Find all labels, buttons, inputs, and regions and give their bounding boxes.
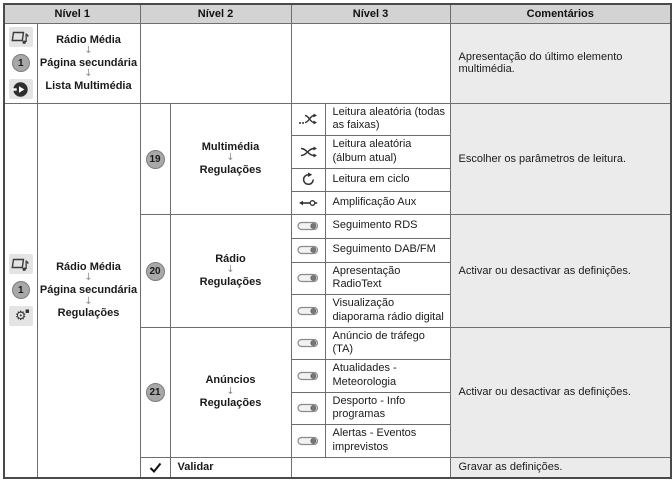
media-list-icon (9, 79, 33, 99)
comment-cell: Gravar as definições. (450, 457, 671, 478)
level1-icon-cell (4, 103, 37, 478)
toggle-icon (291, 214, 325, 238)
toggle-icon (291, 295, 325, 328)
step-label: Regulações (199, 163, 262, 176)
toggle-icon (291, 392, 325, 425)
level2-path-cell (170, 327, 291, 457)
step-label: Regulações (199, 275, 262, 288)
level1-icon-cell (4, 23, 37, 103)
shuffle-all-tracks-icon (291, 103, 325, 136)
step-20-badge: 20 (146, 262, 165, 281)
aux-input-icon (291, 191, 325, 214)
group-badge-cell (140, 327, 170, 457)
group-badge-cell (140, 103, 170, 214)
toggle-icon (291, 238, 325, 262)
comment-cell: Activar ou desactivar as definições. (450, 214, 671, 327)
step-label: Rádio (215, 252, 246, 265)
header-nivel-1: Nível 1 (4, 4, 140, 23)
step-label: Regulações (57, 307, 120, 320)
level2-path-cell (170, 103, 291, 214)
page-1-badge: 1 (12, 281, 30, 299)
nivel3-label: Anúncio de tráfego (TA) (325, 327, 450, 360)
level1-path-cell (37, 23, 140, 103)
header-row (4, 4, 671, 23)
header-nivel-2: Nível 2 (140, 4, 291, 23)
arrow-down-icon: ↓ (226, 385, 235, 397)
settings-gear-icon (9, 306, 33, 326)
toggle-icon (291, 425, 325, 458)
nivel3-label: Leitura aleatória (todas as faixas) (325, 103, 450, 136)
menu-structure-table (3, 3, 672, 479)
arrow-down-icon: ↓ (84, 295, 93, 307)
step-19-badge: 19 (146, 150, 165, 169)
nivel3-label: Atualidades - Meteorologia (325, 360, 450, 393)
nivel3-label: Seguimento RDS (325, 214, 450, 238)
level2-path-cell (170, 214, 291, 327)
step-21-badge: 21 (146, 383, 165, 402)
row-lista-multimedia (4, 23, 671, 103)
step-label: Página secundária (39, 56, 138, 69)
header-comentarios: Comentários (450, 4, 671, 23)
nivel3-empty-cell (291, 457, 450, 478)
group-badge-cell (140, 214, 170, 327)
shuffle-icon (291, 136, 325, 169)
arrow-down-icon: ↓ (226, 152, 235, 164)
radio-media-icon (9, 27, 33, 47)
nivel2-empty-cell (140, 23, 291, 103)
header-nivel-3: Nível 3 (291, 4, 450, 23)
step-label: Rádio Média (56, 33, 121, 46)
step-label: Multimédia (201, 140, 260, 153)
level1-path-cell (37, 103, 140, 478)
comment-cell: Escolher os parâmetros de leitura. (450, 103, 671, 214)
arrow-down-icon: ↓ (84, 68, 93, 80)
step-label: Rádio Média (56, 260, 121, 273)
radio-media-icon (9, 254, 33, 274)
nivel3-empty-cell (291, 23, 450, 103)
comment-cell: Activar ou desactivar as definições. (450, 327, 671, 457)
toggle-icon (291, 327, 325, 360)
nivel3-label: Alertas - Eventos imprevistos (325, 425, 450, 458)
repeat-loop-icon (291, 168, 325, 191)
validar-label: Validar (170, 457, 291, 478)
gear-square: ▪ (25, 307, 30, 316)
nivel3-label: Leitura aleatória (álbum atual) (325, 136, 450, 169)
nivel3-label: Seguimento DAB/FM (325, 238, 450, 262)
nivel3-label: Apresentação RadioText (325, 262, 450, 295)
step-label: Lista Multimédia (45, 79, 132, 92)
comment-cell: Apresentação do último elemento multimédia. (450, 23, 671, 103)
step-label: Regulações (199, 397, 262, 410)
toggle-icon (291, 262, 325, 295)
nivel3-label: Leitura em ciclo (325, 168, 450, 191)
gear-glyph: ⚙ (14, 308, 27, 324)
arrow-down-icon: ↓ (226, 264, 235, 276)
arrow-down-icon: ↓ (84, 45, 93, 57)
step-label: Página secundária (39, 283, 138, 296)
page-1-badge: 1 (12, 54, 30, 72)
nivel3-label: Visualização diaporama rádio digital (325, 295, 450, 328)
nivel3-label: Amplificação Aux (325, 191, 450, 214)
row-multimedia-1 (4, 103, 671, 136)
toggle-icon (291, 360, 325, 393)
arrow-down-icon: ↓ (84, 272, 93, 284)
nivel3-label: Desporto - Info programas (325, 392, 450, 425)
check-icon (140, 457, 170, 478)
step-label: Anúncios (205, 374, 256, 387)
